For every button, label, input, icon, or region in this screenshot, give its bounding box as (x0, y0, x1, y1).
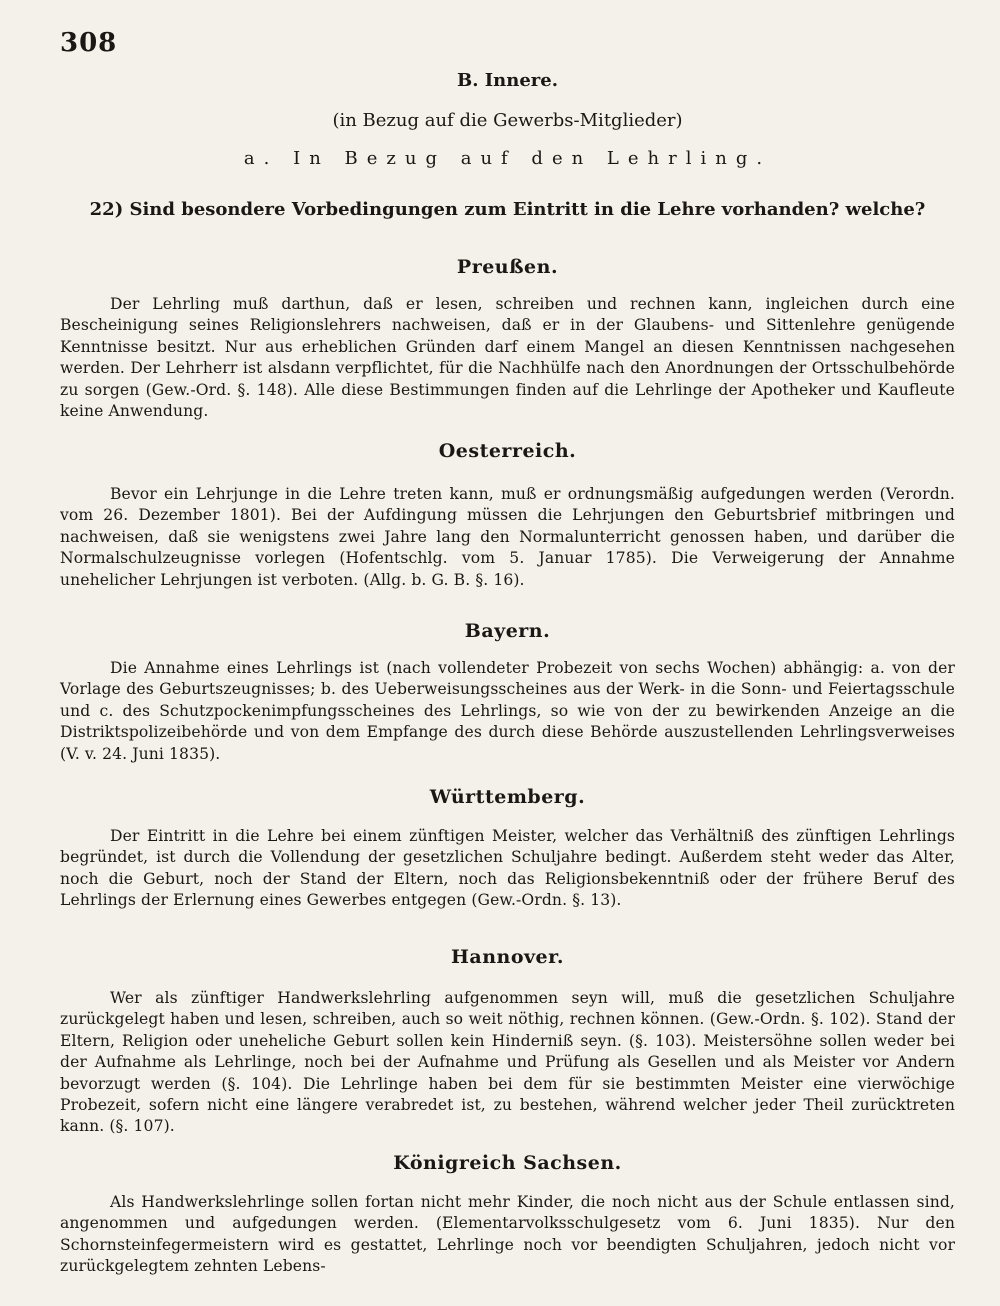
page-number: 308 (60, 28, 118, 58)
paragraph-oesterreich: Bevor ein Lehrjunge in die Lehre treten kann, muß er ordnungsmäßig aufgedungen werden (Verordn. vom 26. Dezember 1801). Bei der Aufdingung müssen die Lehrjungen den Geburtsbrief mitbringen und nachweisen, daß sie wenigstens zwei Jahre lang den Normalunterricht genossen haben, und darüber die Normalschulzeugnisse vorlegen (Hofentschlg. vom 5. Januar 1785). Die Verweigerung der Annahme unehelicher Lehrjungen ist verboten. (Allg. b. G. B. §. 16). (60, 485, 955, 589)
state-heading-bayern: Bayern. (464, 620, 551, 642)
state-heading-hannover: Hannover. (450, 946, 565, 968)
paragraph-bayern: Die Annahme eines Lehrlings ist (nach vollendeter Probezeit von sechs Wochen) abhängig: a. von der Vorlage des Geburtszeugnisses; b. des Ueberweisungsscheines aus der Werk- in die Sonn- und Feiertagsschule und c. des Schutzpockenimpfungsscheines des Lehrlings, so wie von der zu bewirkenden Anzeige an die Distriktspolizeibehörde und von dem Empfange des durch diese Behörde auszustellenden Lehrlingsverweises (V. v. 24. Juni 1835). (60, 659, 955, 763)
subsection-heading: a. In Bezug auf den Lehrling. (243, 148, 772, 169)
paragraph-preussen: Der Lehrling muß darthun, daß er lesen, schreiben und rechnen kann, ingleichen durch eine Bescheinigung seines Religionslehrers nachweisen, daß er in der Glaubens- und Sittenlehre genügende Kenntnisse besitzt. Nur aus erheblichen Gründen darf einem Mangel an diesen Kenntnissen nachgesehen werden. Der Lehrherr ist alsdann verpflichtet, für die Nachhülfe nach den Anordnungen der Ortsschulbehörde zu sorgen (Gew.-Ord. §. 148). Alle diese Bestimmungen finden auf die Lehrlinge der Apotheker und Kaufleute keine Anwendung. (60, 295, 955, 421)
state-heading-preussen: Preußen. (456, 256, 559, 278)
paragraph-wuerttemberg: Der Eintritt in die Lehre bei einem zünftigen Meister, welcher das Verhältniß des zünftigen Lehrlings begründet, ist durch die Vollendung der gesetzlichen Schuljahre bedingt. Außerdem steht weder das Alter, noch die Geburt, noch der Stand der Eltern, noch das Religionsbekenntniß oder der frühere Beruf des Lehrlings der Erlernung eines Gewerbes entgegen (Gew.-Ordn. §. 13). (60, 827, 955, 910)
section-subheading: (in Bezug auf die Gewerbs-Mitglieder) (332, 110, 683, 131)
paragraph-hannover: Wer als zünftiger Handwerkslehrling aufgenommen seyn will, muß die gesetzlichen Schuljahre zurückgelegt haben und lesen, schreiben, auch so weit nöthig, rechnen können. (Gew.-Ordn. §. 102). Stand der Eltern, Religion oder uneheliche Geburt sollen kein Hinderniß seyn. (§. 103). Meistersöhne sollen weder bei der Aufnahme als Lehrlinge, noch bei der Aufnahme und Prüfung als Gesellen und als Meister vor Andern bevorzugt werden (§. 104). Die Lehrlinge haben bei dem für sie bestimmten Meister eine vierwöchige Probezeit, sofern nicht eine längere verabredet ist, zu bestehen, während welcher jeder Theil zurücktreten kann. (§. 107). (60, 989, 955, 1136)
section-heading: B. Innere. (457, 70, 558, 91)
state-heading-sachsen: Königreich Sachsen. (393, 1152, 622, 1174)
paragraph-sachsen: Als Handwerkslehrlinge sollen fortan nicht mehr Kinder, die noch nicht aus der Schule entlassen sind, angenommen und aufgedungen werden. (Elementarvolksschulgesetz vom 6. Juni 1835). Nur den Schornsteinfegermeistern wird es gestattet, Lehrlinge noch vor beendigten Schuljahren, jedoch nicht vor zurückgelegtem zehnten Lebens- (60, 1193, 955, 1276)
question-heading: 22) Sind besondere Vorbedingungen zum Eintritt in die Lehre vorhanden? welche? (89, 199, 926, 220)
show-through-texture (60, 175, 955, 196)
state-heading-wuerttemberg: Württemberg. (429, 786, 586, 808)
state-heading-oesterreich: Oesterreich. (438, 440, 577, 462)
